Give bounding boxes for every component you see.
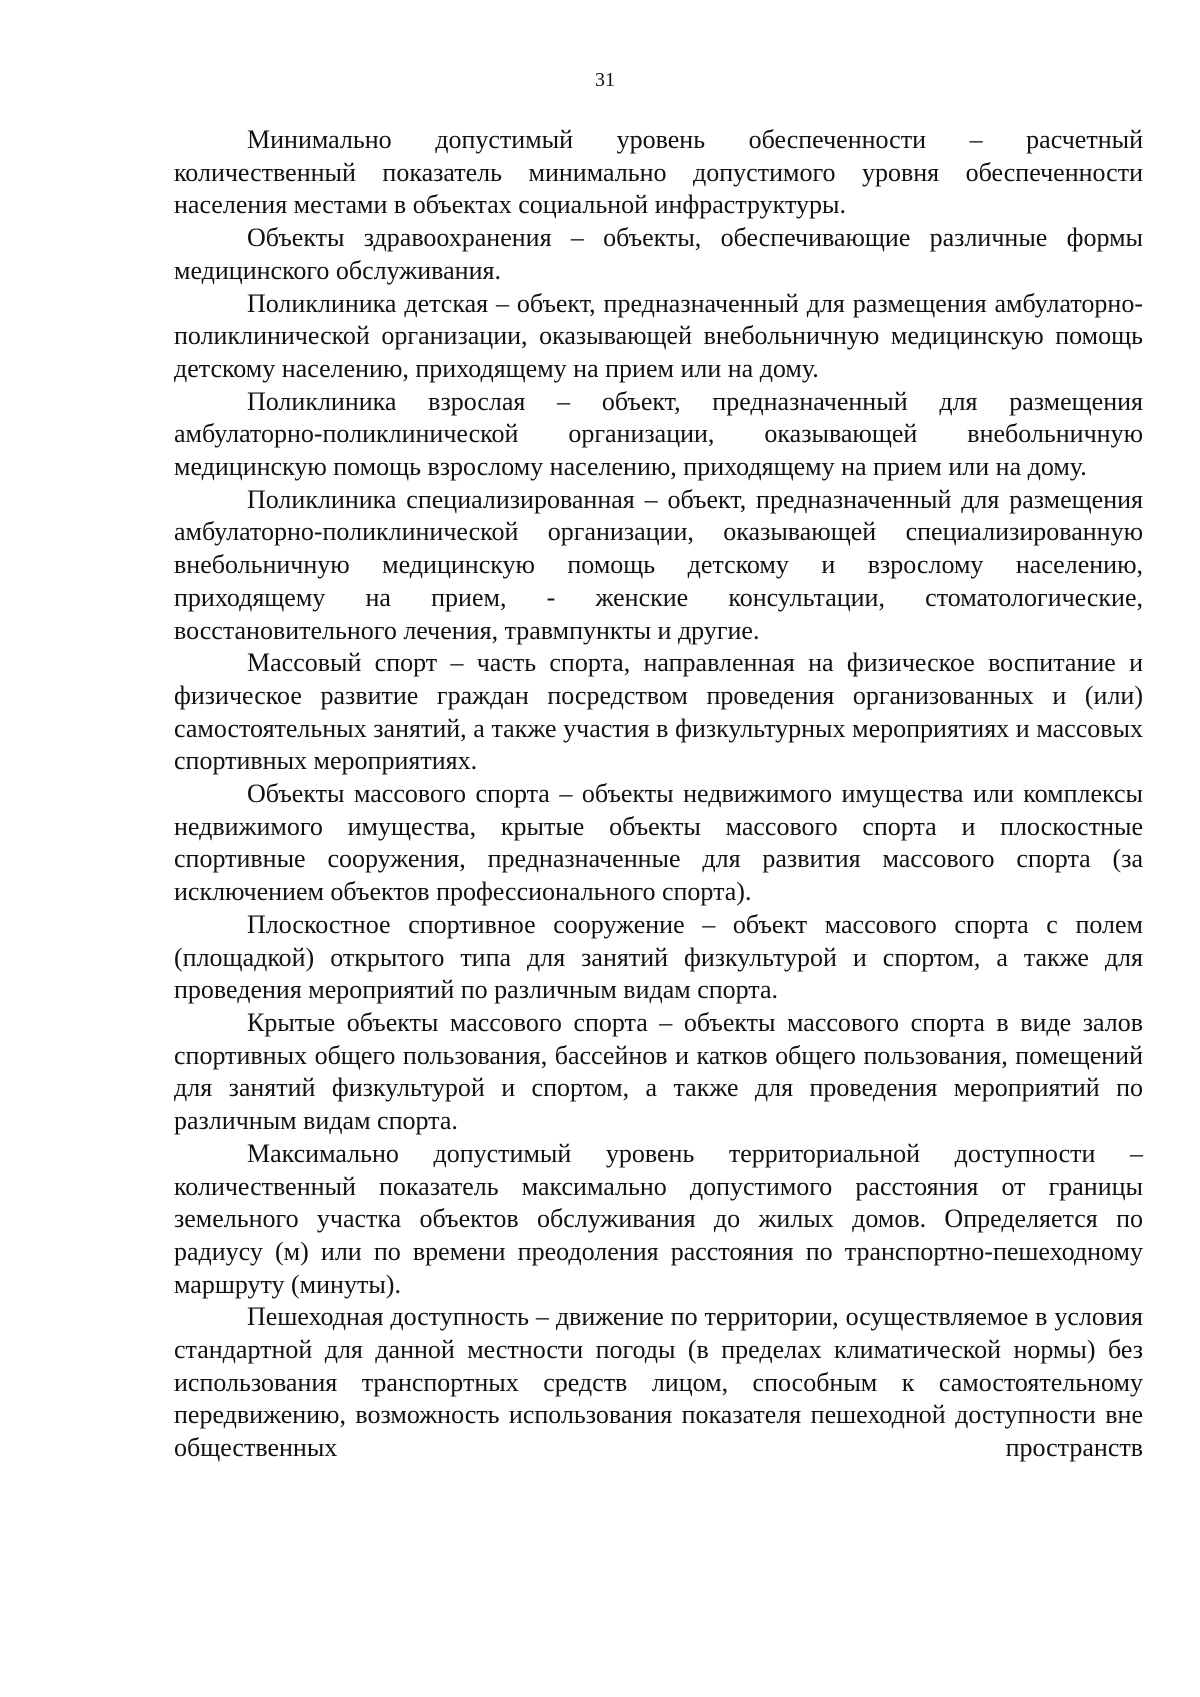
paragraph-mass-sport: Массовый спорт – часть спорта, направленная на физическое воспитание и физическое развитие граждан посредством проведения организованных и (или) самостоятельных занятий, а также участия в физкультурных мероприятиях и массовых спортивных мероприятиях. [174,648,1143,776]
paragraph-mass-sport-objects: Объекты массового спорта – объекты недвижимого имущества или комплексы недвижимого имущества, крытые объекты массового спорта и плоскостные спортивные сооружения, предназначенные для развития массового спорта (за исключением объектов профессионального спорта). [174,779,1143,907]
paragraph-specialized-polyclinic: Поликлиника специализированная – объект, предназначенный для размещения амбулаторно-поликлинической организации, оказывающей специализированную внебольничную медицинскую помощь детскому и взрослому населению, приходящему на прием, - женские консультации, стоматологические, восстановительного лечения, травмпункты и другие. [174,484,1143,645]
paragraph-max-territorial-access: Максимально допустимый уровень территориальной доступности – количественный показатель максимально допустимого расстояния от границы земельного участка объектов обслуживания до жилых домов. Определяется по радиусу (м) или по времени преодоления расстояния по транспортно-пешеходному маршруту (минуты). [174,1138,1143,1299]
body-text [174,124,1143,1465]
paragraph-pedestrian-access: Пешеходная доступность – движение по территории, осуществляемое в условия стандартной для данной местности погоды (в пределах климатической нормы) без использования транспортных средств лицом, способным к самостоятельному передвижению, возможность использования показателя пешеходной доступности вне общественных пространств [174,1302,1143,1463]
paragraph-min-provision-level: Минимально допустимый уровень обеспеченности – расчетный количественный показатель минимально допустимого уровня обеспеченности населения местами в объектах социальной инфраструктуры. [174,125,1143,220]
paragraph-flat-sports-facility: Плоскостное спортивное сооружение – объект массового спорта с полем (площадкой) открытого типа для занятий физкультурой и спортом, а также для проведения мероприятий по различным видам спорта. [174,909,1143,1005]
paragraph-indoor-sport-objects: Крытые объекты массового спорта – объекты массового спорта в виде залов спортивных общего пользования, бассейнов и катков общего пользования, помещений для занятий физкультурой и спортом, а также для проведения мероприятий по различным видам спорта. [174,1007,1143,1136]
paragraph-healthcare-objects: Объекты здравоохранения – объекты, обеспечивающие различные формы медицинского обслуживания. [174,223,1143,285]
paragraph-adult-polyclinic: Поликлиника взрослая – объект, предназначенный для размещения амбулаторно-поликлинической организации, оказывающей внебольничную медицинскую помощь взрослому населению, приходящему на прием или на дому. [174,386,1143,482]
paragraph-children-polyclinic: Поликлиника детская – объект, предназначенный для размещения амбулаторно-поликлинической организации, оказывающей внебольничную медицинскую помощь детскому населению, приходящему на прием или на дому. [174,288,1143,383]
page-number: 31 [595,69,615,91]
